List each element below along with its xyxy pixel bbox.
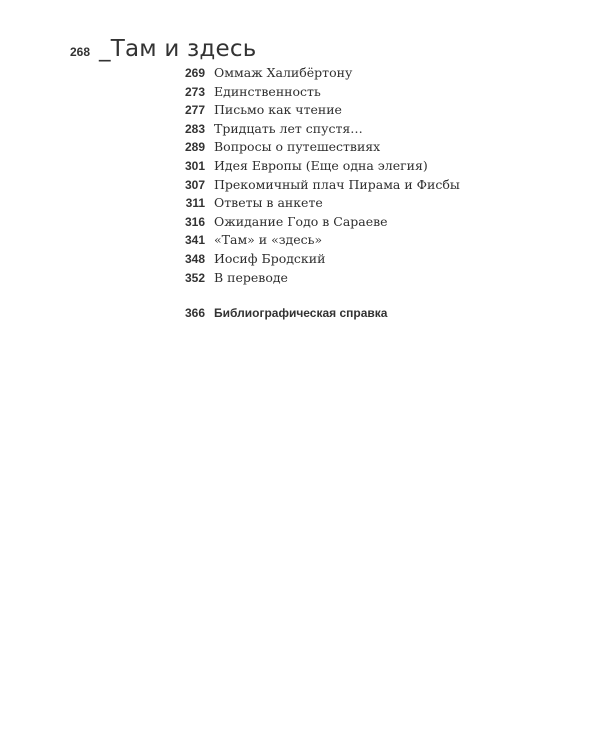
toc-entry-title: Ожидание Годо в Сараеве [214,213,388,229]
toc-entry-page: 348 [184,251,205,266]
toc-entry-page: 289 [184,140,205,155]
toc-entry-title: Единственность [214,83,321,99]
toc-entry [170,270,460,289]
toc-entry-title: Тридцать лет спустя… [214,120,363,136]
toc-entry-page: 273 [184,84,205,99]
toc-entry-page: 311 [185,196,205,211]
toc-entry [170,139,460,158]
section-title: _Там и здесь [99,36,257,62]
toc-entry-title: В переводе [214,269,288,285]
toc-entry [170,177,460,196]
toc-entry-page: 352 [184,270,205,285]
toc-entry-title: Письмо как чтение [214,102,342,118]
bibliography-page: 366 [184,306,205,320]
toc-entry-title: Оммаж Халибёртону [214,65,353,80]
section-heading [70,36,256,62]
toc-entry-title: Иосиф Бродский [214,250,326,266]
bibliography-title: Библиографическая справка [214,306,388,320]
toc-entry-title: «Там» и «здесь» [214,232,323,248]
toc-entry-title: Вопросы о путешествиях [214,139,381,155]
toc-entry [170,232,460,251]
toc-entry [170,214,460,233]
toc-entry [170,251,460,270]
toc-entry-page: 277 [184,103,205,118]
section-page-number: 268 [70,45,91,59]
toc-entry-title: Прекомичный плач Пирама и Фисбы [214,176,460,192]
toc-entry-page: 301 [184,158,205,173]
toc-entry-title: Ответы в анкете [214,195,323,211]
toc-entry [170,195,460,214]
toc-list [170,65,460,288]
toc-entry [170,65,460,84]
toc-entry-page: 316 [184,214,205,229]
toc-entry-title: Идея Европы (Еще одна элегия) [214,157,428,173]
bibliography-entry [170,306,387,320]
toc-entry [170,84,460,103]
toc-entry-page: 341 [184,233,205,248]
toc-entry [170,102,460,121]
toc-entry-page: 283 [184,121,205,136]
toc-entry [170,158,460,177]
toc-entry [170,121,460,140]
toc-entry-page: 269 [184,66,205,80]
toc-entry-page: 307 [184,177,205,192]
